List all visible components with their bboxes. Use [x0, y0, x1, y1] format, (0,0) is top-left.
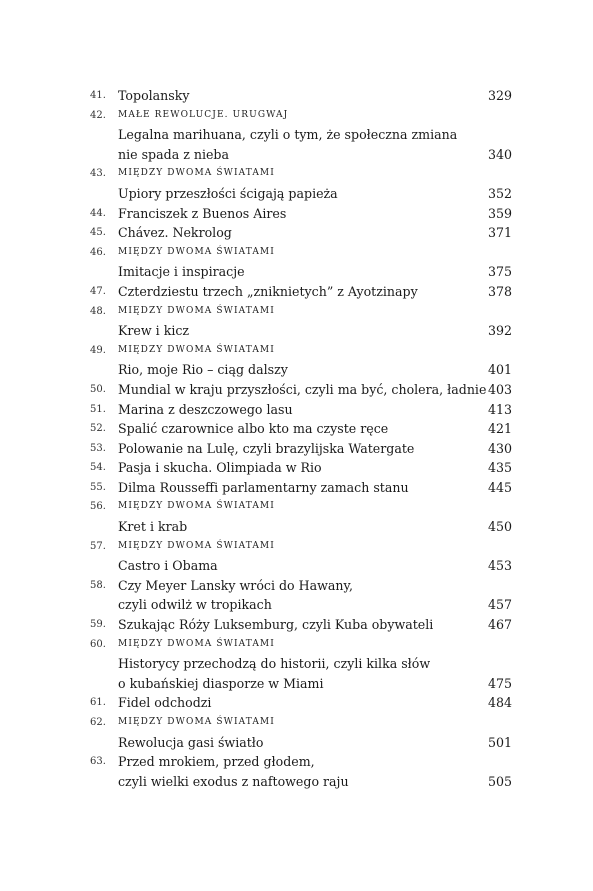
section-label: MIĘDZY DWOMA ŚWIATAMI [118, 246, 275, 257]
chapter-title-line [90, 556, 512, 576]
chapter-number: 45. [90, 227, 106, 239]
chapter-title-text: Historycy przechodzą do historii, czyli kilka słów [118, 656, 431, 672]
chapter-title-line [90, 674, 512, 694]
chapter-title-text: Franciszek z Buenos Aires [118, 205, 287, 221]
toc-entry [90, 439, 512, 459]
chapter-title-line [90, 752, 512, 772]
chapter-title-text: Kret i krab [118, 519, 188, 535]
chapter-number: 48. [90, 305, 106, 317]
page-number: 329 [487, 88, 512, 103]
chapter-title-text: Czterdziestu trzech „zniknietych” z Ayotzinapy [118, 283, 418, 299]
chapter-title-line [90, 86, 512, 106]
toc-entry [90, 243, 512, 282]
chapter-title-text: Chávez. Nekrolog [118, 225, 232, 241]
toc-entry [90, 576, 512, 615]
page-number: 453 [487, 558, 512, 574]
chapter-number: 46. [90, 246, 106, 258]
chapter-number: 42. [90, 109, 106, 121]
toc-entry [90, 164, 512, 203]
section-label: MAŁE REWOLUCJE. URUGWAJ [118, 109, 289, 120]
chapter-number: 47. [90, 285, 106, 297]
page-number: 371 [487, 225, 512, 241]
chapter-title-text: Mundial w kraju przyszłości, czyli ma być, cholera, ładnie [118, 381, 487, 397]
chapter-title-line [90, 478, 512, 498]
toc-entry [90, 86, 512, 106]
toc-entry [90, 713, 512, 752]
toc-entry [90, 302, 512, 341]
chapter-number: 53. [90, 442, 106, 454]
chapter-number: 49. [90, 344, 106, 356]
chapter-title-text: Rewolucja gasi światło [118, 734, 264, 750]
page-number: 501 [487, 734, 512, 750]
chapter-title-text: Rio, moje Rio – ciąg dalszy [118, 362, 288, 378]
page-number: 401 [487, 362, 512, 378]
toc-entry [90, 106, 512, 165]
section-label: MIĘDZY DWOMA ŚWIATAMI [118, 305, 275, 316]
chapter-title-line [90, 733, 512, 753]
chapter-title-text: Marina z deszczowego lasu [118, 401, 293, 417]
chapter-title-text: nie spada z nieba [118, 146, 230, 162]
chapter-title-line [90, 380, 512, 400]
chapter-title-text: Upiory przeszłości ścigają papieża [118, 185, 338, 201]
chapter-title-line [90, 615, 512, 635]
page-number: 421 [487, 421, 512, 437]
toc-entry [90, 537, 512, 576]
page-number: 378 [487, 283, 512, 299]
chapter-title-line [90, 654, 512, 674]
toc-entry [90, 458, 512, 478]
chapter-number: 56. [90, 501, 106, 513]
chapter-number: 51. [90, 403, 106, 415]
chapter-title-text: Polowanie na Lulę, czyli brazylijska Watergate [118, 440, 415, 456]
chapter-title-line [90, 125, 512, 145]
page-number: 359 [487, 205, 512, 221]
chapter-title-line [90, 400, 512, 420]
chapter-title-text: Pasja i skucha. Olimpiada w Rio [118, 460, 322, 476]
chapter-title-line [90, 576, 512, 596]
section-label: MIĘDZY DWOMA ŚWIATAMI [118, 540, 275, 551]
chapter-title-line [90, 772, 512, 792]
chapter-title-text: Imitacje i inspiracje [118, 264, 245, 280]
chapter-title-text: Krew i kicz [118, 323, 190, 339]
chapter-title-line [90, 517, 512, 537]
chapter-title-line [90, 262, 512, 282]
page-number: 392 [487, 323, 512, 339]
chapter-title-line [90, 458, 512, 478]
toc-entry [90, 204, 512, 224]
chapter-title-line [90, 282, 512, 302]
page-number: 475 [487, 675, 512, 691]
chapter-number: 50. [90, 383, 106, 395]
chapter-number: 58. [90, 579, 106, 591]
page-number: 430 [487, 440, 512, 456]
toc-entry [90, 341, 512, 380]
chapter-title-text: Fidel odchodzi [118, 695, 212, 711]
chapter-title-line [90, 439, 512, 459]
chapter-number: 57. [90, 540, 106, 552]
page-number: 484 [487, 695, 512, 711]
toc-entry [90, 693, 512, 713]
toc-entry [90, 478, 512, 498]
chapter-number: 61. [90, 697, 106, 709]
section-label: MIĘDZY DWOMA ŚWIATAMI [118, 344, 275, 355]
chapter-title-line [90, 204, 512, 224]
toc-entry [90, 400, 512, 420]
toc-entry [90, 635, 512, 694]
page-number: 413 [487, 401, 512, 417]
toc-entry [90, 223, 512, 243]
chapter-title-line [90, 184, 512, 204]
chapter-number: 54. [90, 462, 106, 474]
chapter-number: 59. [90, 619, 106, 631]
toc-entry [90, 282, 512, 302]
toc-entry [90, 615, 512, 635]
toc-entry [90, 752, 512, 791]
chapter-number: 43. [90, 168, 106, 180]
chapter-number: 41. [90, 90, 106, 101]
section-label: MIĘDZY DWOMA ŚWIATAMI [118, 717, 275, 727]
toc-entry [90, 380, 512, 400]
page-number: 375 [487, 264, 512, 280]
section-label: MIĘDZY DWOMA ŚWIATAMI [118, 168, 275, 179]
chapter-title-line [90, 419, 512, 439]
chapter-title-text: o kubańskiej diasporze w Miami [118, 675, 324, 691]
toc-entry [90, 419, 512, 439]
chapter-number: 60. [90, 638, 106, 650]
chapter-title-text: Legalna marihuana, czyli o tym, że społeczna zmiana [118, 127, 458, 143]
page-number: 340 [487, 146, 512, 162]
chapter-number: 63. [90, 756, 106, 768]
chapter-title-text: Czy Meyer Lansky wróci do Hawany, [118, 577, 353, 593]
page-number: 445 [487, 479, 512, 495]
chapter-title-line [90, 145, 512, 165]
section-label: MIĘDZY DWOMA ŚWIATAMI [118, 638, 275, 649]
page-number: 467 [487, 617, 512, 633]
chapter-title-text: czyli odwilż w tropikach [118, 597, 272, 613]
chapter-title-line [90, 693, 512, 713]
chapter-number: 62. [90, 717, 106, 728]
chapter-title-text: Przed mrokiem, przed głodem, [118, 754, 315, 770]
chapter-title-text: Szukając Róży Luksemburg, czyli Kuba obywateli [118, 617, 434, 633]
chapter-title-text: czyli wielki exodus z naftowego raju [118, 773, 349, 789]
chapter-title-line [90, 595, 512, 615]
page-number: 450 [487, 519, 512, 535]
chapter-number: 55. [90, 481, 106, 493]
table-of-contents [90, 86, 512, 791]
chapter-title-line [90, 321, 512, 341]
chapter-number: 44. [90, 207, 106, 219]
toc-entry [90, 497, 512, 536]
page-number: 457 [487, 597, 512, 613]
chapter-title-text: Dilma Rousseffi parlamentarny zamach stanu [118, 479, 409, 495]
chapter-title-text: Castro i Obama [118, 558, 218, 574]
page-number: 435 [487, 460, 512, 476]
chapter-title-line [90, 360, 512, 380]
page-number: 505 [487, 773, 512, 789]
chapter-title-text: Topolansky [118, 88, 190, 103]
chapter-number: 52. [90, 423, 106, 435]
section-label: MIĘDZY DWOMA ŚWIATAMI [118, 501, 275, 512]
page-number: 352 [487, 185, 512, 201]
chapter-title-text: Spalić czarownice albo kto ma czyste ręce [118, 421, 389, 437]
page-number: 403 [487, 381, 512, 397]
chapter-title-line [90, 223, 512, 243]
